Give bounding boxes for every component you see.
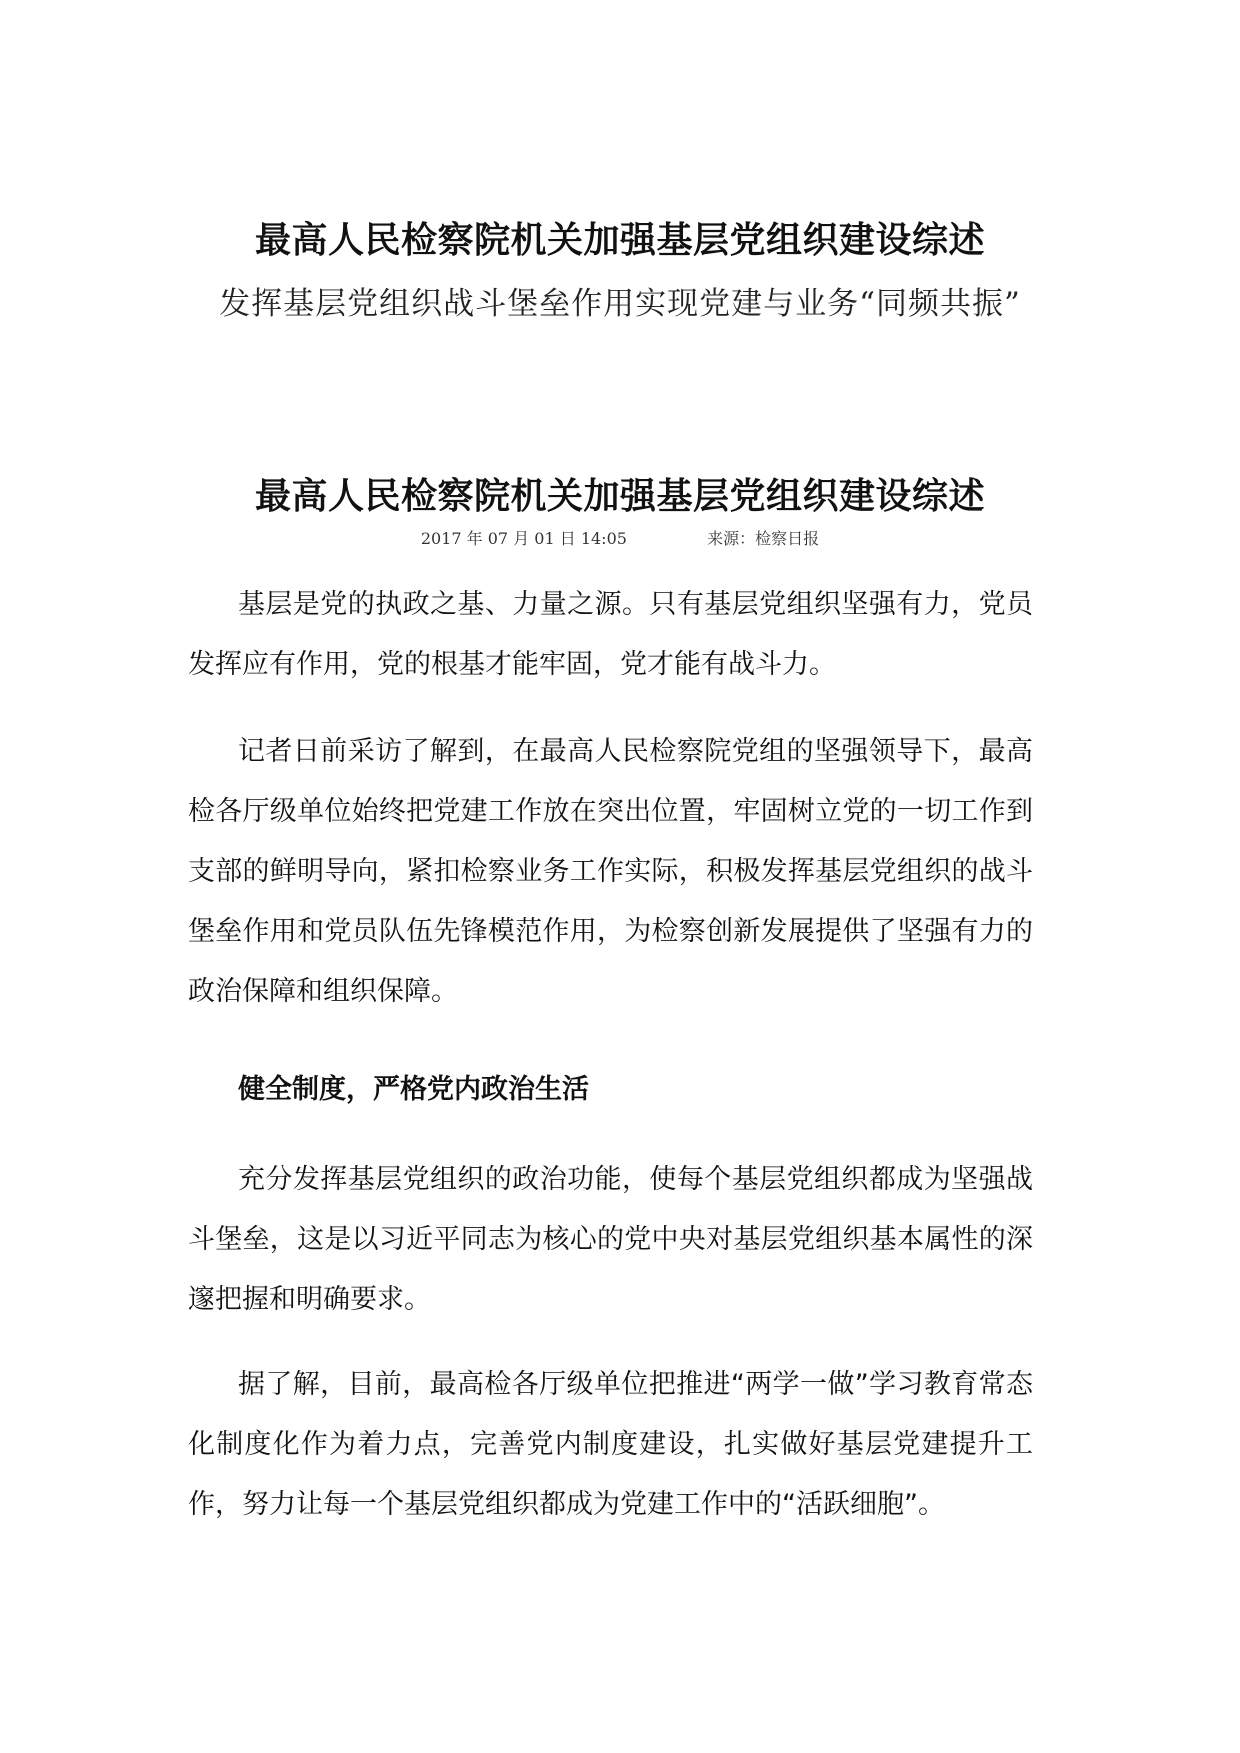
publish-datetime: 2017 年 07 月 01 日 14:05	[420, 529, 627, 548]
page-subtitle: 发挥基层党组织战斗堡垒作用实现党建与业务“同频共振”	[219, 286, 1021, 322]
paragraph-1: 基层是党的执政之基、力量之源。只有基层党组织坚强有力，党员发挥应有作用，党的根基才能牢固，党才能有战斗力。	[188, 589, 1033, 680]
article-meta	[0, 528, 1240, 550]
page-title: 最高人民检察院机关加强基层党组织建设综述	[254, 220, 985, 262]
section-heading: 健全制度，严格党内政治生活	[238, 1074, 589, 1105]
paragraph-3: 充分发挥基层党组织的政治功能，使每个基层党组织都成为坚强战斗堡垒，这是以习近平同志为核心的党中央对基层党组织基本属性的深邃把握和明确要求。	[188, 1164, 1033, 1315]
article-title: 最高人民检察院机关加强基层党组织建设综述	[254, 476, 985, 518]
article-source: 来源：检察日报	[707, 529, 820, 548]
paragraph-4: 据了解，目前，最高检各厅级单位把推进“两学一做”学习教育常态化制度化作为着力点，完善党内制度建设，扎实做好基层党建提升工作，努力让每一个基层党组织都成为党建工作中的“活跃细胞”。	[188, 1369, 1033, 1520]
paragraph-2: 记者日前采访了解到，在最高人民检察院党组的坚强领导下，最高检各厅级单位始终把党建工作放在突出位置，牢固树立党的一切工作到支部的鲜明导向，紧扣检察业务工作实际，积极发挥基层党组织的战斗堡垒作用和党员队伍先锋模范作用，为检察创新发展提供了坚强有力的政治保障和组织保障。	[188, 736, 1033, 1007]
